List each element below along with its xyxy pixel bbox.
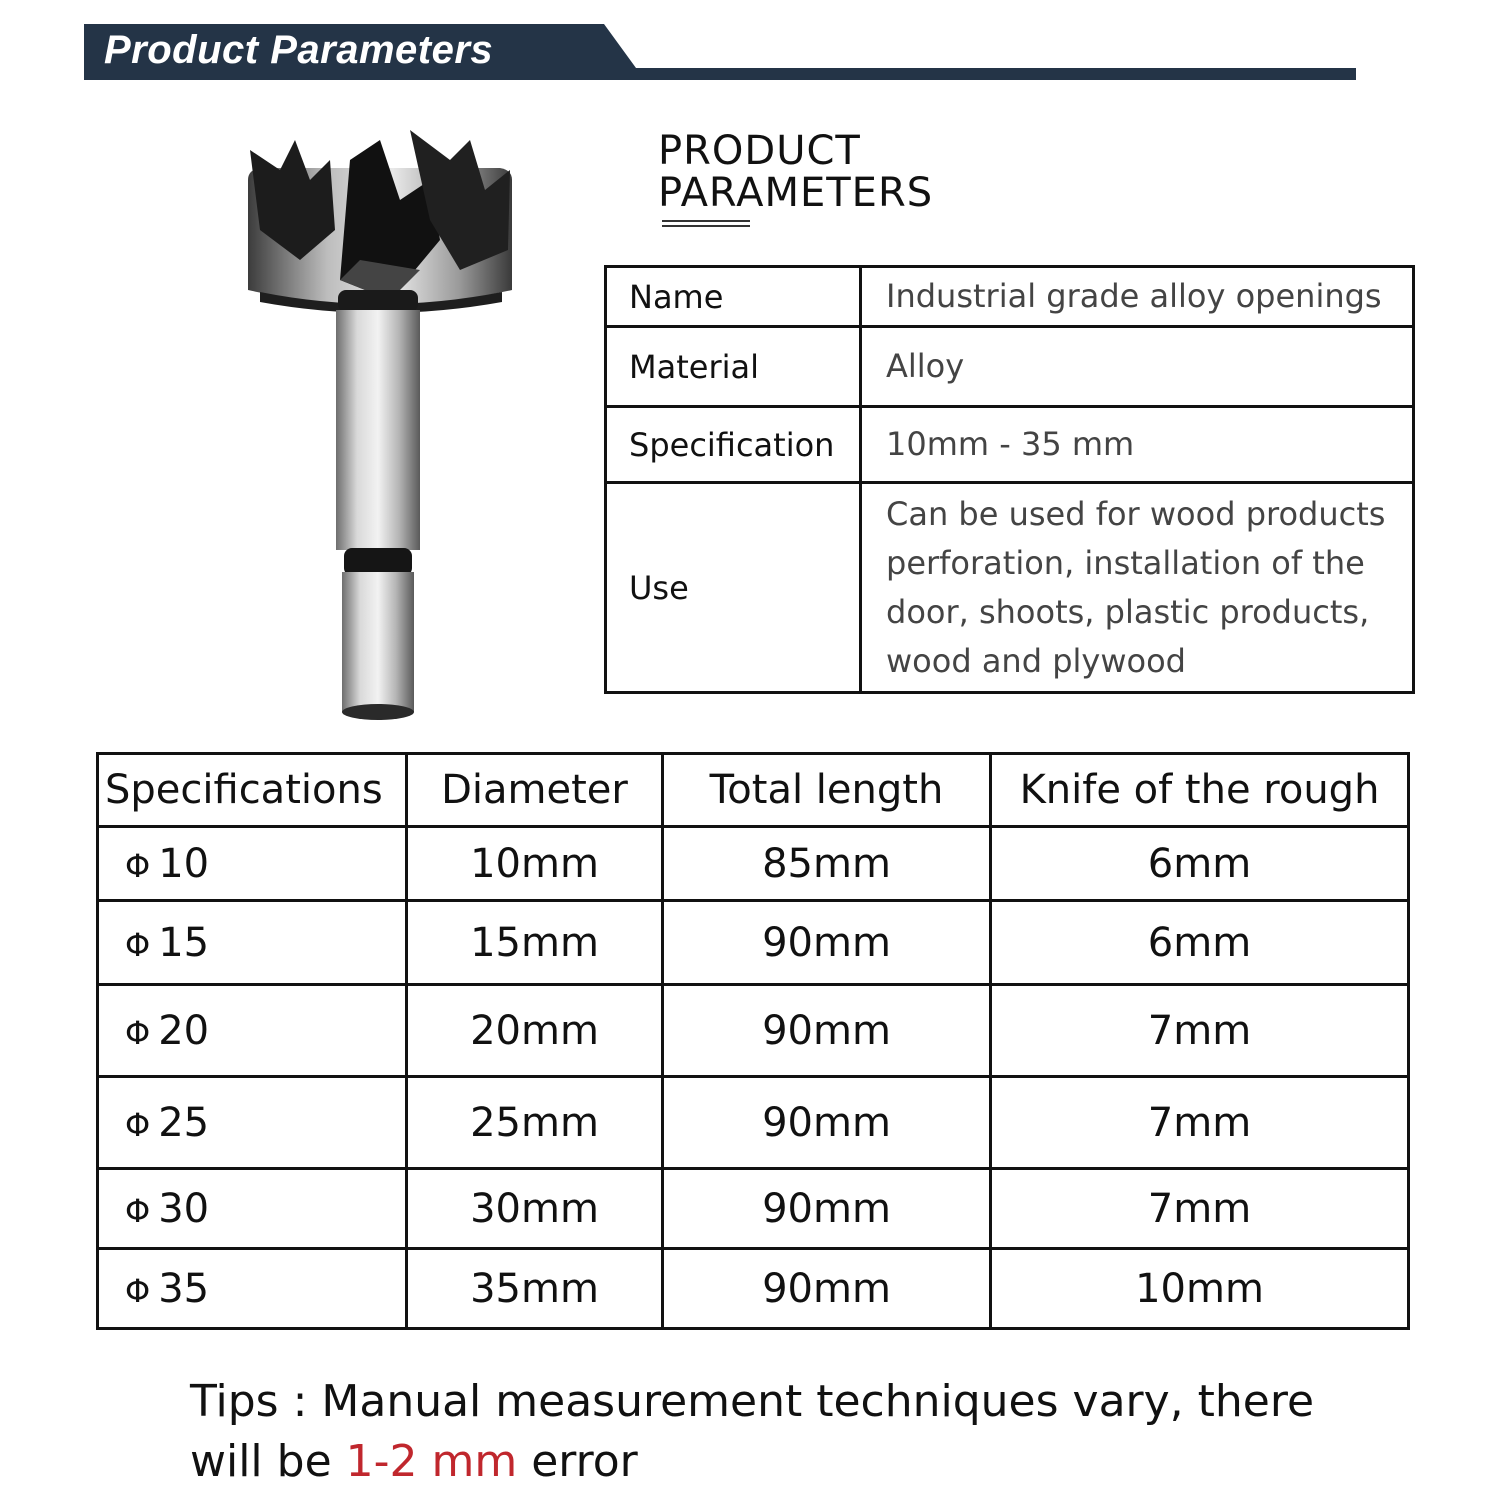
header-knife: Knife of the rough xyxy=(991,754,1409,827)
tips-suffix: error xyxy=(517,1436,638,1487)
diameter-cell: 10mm xyxy=(407,827,663,901)
spec-value: 20 xyxy=(158,1007,210,1054)
param-label: Name xyxy=(606,267,861,327)
knife-cell: 6mm xyxy=(991,901,1409,985)
header-total-length: Total length xyxy=(663,754,991,827)
diameter-cell: 35mm xyxy=(407,1249,663,1329)
knife-cell: 10mm xyxy=(991,1249,1409,1329)
spec-value: 15 xyxy=(158,919,210,966)
knife-cell: 7mm xyxy=(991,985,1409,1077)
param-label: Specification xyxy=(606,407,861,483)
table-row xyxy=(98,1169,1409,1249)
heading-line-1: PRODUCT xyxy=(658,128,861,174)
header-specifications: Specifications xyxy=(98,754,407,827)
parameters-heading xyxy=(658,130,933,214)
length-cell: 90mm xyxy=(663,1077,991,1169)
param-value: 10mm - 35 mm xyxy=(861,407,1414,483)
phi-symbol: Φ xyxy=(125,1013,151,1052)
table-row xyxy=(98,1249,1409,1329)
spec-header-row xyxy=(98,754,1409,827)
phi-symbol: Φ xyxy=(125,925,151,964)
knife-cell: 7mm xyxy=(991,1169,1409,1249)
phi-symbol: Φ xyxy=(125,1105,151,1144)
param-row-use xyxy=(606,483,1414,693)
tips-note xyxy=(190,1372,1390,1492)
param-value: Alloy xyxy=(861,327,1414,407)
length-cell: 85mm xyxy=(663,827,991,901)
spec-cell xyxy=(98,827,407,901)
param-row-specification xyxy=(606,407,1414,483)
table-row xyxy=(98,985,1409,1077)
spec-cell xyxy=(98,1249,407,1329)
parameters-table xyxy=(604,265,1415,694)
tips-text: Tips : Manual measurement techniques vary, there will be xyxy=(190,1376,1315,1487)
tips-error-range: 1-2 mm xyxy=(345,1436,518,1487)
param-value: Can be used for wood products perforation, installation of the door, shoots, plastic products, wood and plywood xyxy=(861,483,1414,693)
spec-cell xyxy=(98,985,407,1077)
spec-value: 35 xyxy=(158,1265,210,1312)
param-row-material xyxy=(606,327,1414,407)
diameter-cell: 20mm xyxy=(407,985,663,1077)
knife-cell: 6mm xyxy=(991,827,1409,901)
param-value: Industrial grade alloy openings xyxy=(861,267,1414,327)
diameter-cell: 25mm xyxy=(407,1077,663,1169)
spec-cell xyxy=(98,901,407,985)
spec-value: 25 xyxy=(158,1099,210,1146)
spec-value: 10 xyxy=(158,840,210,887)
phi-symbol: Φ xyxy=(125,846,151,885)
heading-line-2: PARAMETERS xyxy=(658,170,934,216)
spec-cell xyxy=(98,1169,407,1249)
spec-cell xyxy=(98,1077,407,1169)
length-cell: 90mm xyxy=(663,1169,991,1249)
banner-title: Product Parameters xyxy=(104,28,494,72)
spec-value: 30 xyxy=(158,1185,210,1232)
forstner-bit-image xyxy=(240,120,520,725)
length-cell: 90mm xyxy=(663,901,991,985)
diameter-cell: 15mm xyxy=(407,901,663,985)
header-diameter: Diameter xyxy=(407,754,663,827)
param-label: Material xyxy=(606,327,861,407)
length-cell: 90mm xyxy=(663,1249,991,1329)
param-label: Use xyxy=(606,483,861,693)
table-row xyxy=(98,827,1409,901)
knife-cell: 7mm xyxy=(991,1077,1409,1169)
diameter-cell: 30mm xyxy=(407,1169,663,1249)
phi-symbol: Φ xyxy=(125,1191,151,1230)
phi-symbol: Φ xyxy=(125,1271,151,1310)
length-cell: 90mm xyxy=(663,985,991,1077)
header-banner xyxy=(84,24,1356,80)
table-row xyxy=(98,901,1409,985)
param-row-name xyxy=(606,267,1414,327)
specifications-table xyxy=(96,752,1410,1330)
table-row xyxy=(98,1077,1409,1169)
heading-underline xyxy=(662,220,750,228)
